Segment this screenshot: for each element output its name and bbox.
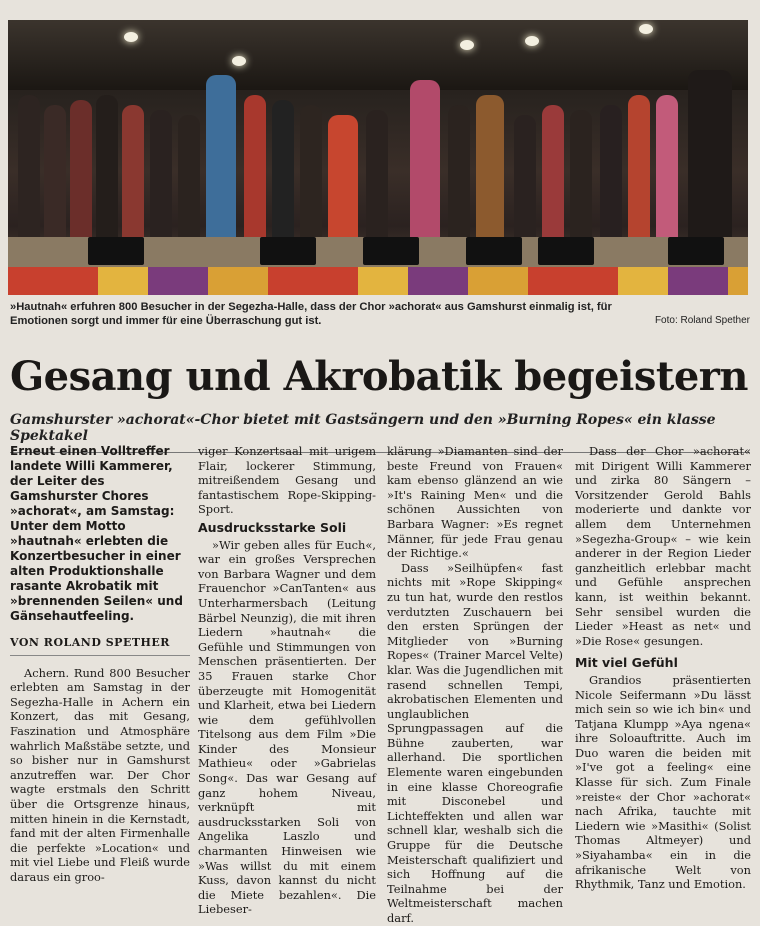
- stage-light: [124, 32, 138, 42]
- photo-credit: Foto: Roland Spether: [654, 315, 750, 326]
- caption-text: »Hautnah« erfuhren 800 Besucher in der Segezha-Halle, dass der Chor »achorat« aus Gamshurst einmalig ist, für Emotionen sorgt und immer für eine Überraschung gut ist.: [10, 301, 612, 327]
- concert-photo: [8, 20, 748, 295]
- choir-singer: [448, 105, 470, 245]
- stage-monitor-speaker: [538, 237, 594, 265]
- soloist-singer: [328, 115, 358, 245]
- choir-singer: [150, 110, 172, 245]
- stage-monitor-speaker: [363, 237, 419, 265]
- headline: Gesang und Akrobatik begeistern: [10, 353, 748, 400]
- choir-singer: [70, 100, 92, 245]
- article-column-2: [198, 444, 376, 917]
- soloist-singer: [206, 75, 236, 245]
- body-paragraph: klärung »Diamanten sind der beste Freund von Frauen« kam ebenso glänzend an wie »It's Raining Men« und die schönen Aussichten von Barbara Wagner: »Es regnet Männer, für jede Frau genau der Richtige.«: [387, 444, 563, 561]
- lead-paragraph: Erneut einen Volltreffer landete Willi Kammerer, der Leiter des Gamshurster Chores »achorat«, am Samstag: Unter dem Motto »hautnah« erlebten die Konzertbesucher in einer alten Produktionshalle rasante Akrobatik mit »brennenden Seilen« und Gänsehautfeeling.: [10, 444, 183, 623]
- choir-singer: [244, 95, 266, 245]
- stage-monitor-speaker: [668, 237, 724, 265]
- stage-light: [639, 24, 653, 34]
- stage-monitor-speaker: [466, 237, 522, 265]
- body-paragraph: Achern. Rund 800 Besucher erlebten am Samstag in der Segezha-Halle in Achern ein Konzert, das mit Gesang, Faszination und Atmosphäre wahrlich Maßstäbe setzte, und so bisher nur in Gamshurst anzutreffen war. Der Chor wagte erstmals den Schritt über die Ortsgrenze hinaus, mitten hinein in die Kernstadt, fand mit der alten Firmenhalle die perfekte »Location« und mit viel Liebe und Fleiß wurde daraus ein groo-: [10, 665, 190, 884]
- soloist-singer: [410, 80, 440, 245]
- choir-singer: [570, 110, 592, 245]
- choir-singer: [628, 95, 650, 245]
- body-paragraph: »Wir geben alles für Euch«, war ein großes Versprechen von Barbara Wagner und dem Frauenchor »CanTanten« aus Unterharmersbach (Leitung Bärbel Neunzig), die mit ihren Liedern »hautnah« die Gefühle und Stimmungen von Menschen präsentierten. Der 35 Frauen starke Chor überzeugte mit Homogenität und Klarheit, etwa bei Liedern wie dem gefühlvollen Titelsong aus dem Film »Die Kinder des Monsieur Mathieu« oder »Gabrielas Song«. Das war Gesang auf ganz hohem Niveau, verknüpft mit ausdrucksstarken Soli von Angelika Laszlo und charmanten Hinweisen wie »Was willst du mit einem Kuss, davon kannst du nicht die Miete bezahlen«. Die Liebeser-: [198, 537, 376, 917]
- section-heading: Mit viel Gefühl: [575, 655, 678, 671]
- article-column-3: [387, 444, 563, 926]
- subheadline: Gamshurster »achorat«-Chor bietet mit Gastsängern und den »Burning Ropes« ein klasse Spektakel: [10, 412, 750, 453]
- article-column-4: [575, 444, 751, 892]
- photo-caption: [10, 300, 750, 328]
- choir-singer: [300, 105, 322, 245]
- choir-singer: [514, 115, 536, 245]
- choir-singer: [178, 115, 200, 245]
- choir-singer: [96, 95, 118, 245]
- choir-singer: [122, 105, 144, 245]
- choir-singer: [366, 110, 388, 245]
- stage-light: [460, 40, 474, 50]
- stage-monitor-speaker: [88, 237, 144, 265]
- body-paragraph: viger Konzertsaal mit urigem Flair, lockerer Stimmung, mitreißendem Gesang und fantastischem Rope-Skipping-Sport.: [198, 444, 376, 517]
- choir-singer: [18, 95, 40, 245]
- byline: VON ROLAND SPETHER: [10, 636, 190, 656]
- choir-singer: [542, 105, 564, 245]
- body-paragraph: Dass der Chor »achorat« mit Dirigent Willi Kammerer und zirka 80 Sängern – Vorsitzender Gerold Bahls moderierte und dankte vor allem dem Unternehmen »Segezha-Group« – wie kein anderer in der Region Lieder ganzheitlich erlebbar macht und Gefühle ansprechen kann, ist weithin bekannt. Sehr sensibel wurden die Lieder »Heast as net« und »Die Rose« gesungen.: [575, 444, 751, 648]
- soloist-singer: [476, 95, 504, 245]
- body-paragraph: Grandios präsentierten Nicole Seifermann »Du lässt mich sein so wie ich bin« und Tatjana Klumpp »Aya ngena« ihre Soloauftritte. Auch im Duo waren die beiden mit »I've got a feeling« eine Klasse für sich. Zum Finale »reiste« der Chor »achorat« nach Afrika, tauchte mit Liedern wie »Masithi« (Solist Thomas Altmeyer) und »Siyahamba« ein in die afrikanische Welt von Rhythmik, Tanz und Emotion.: [575, 672, 751, 892]
- stage-banner: [8, 267, 748, 295]
- stage-light: [232, 56, 246, 66]
- conductor: [688, 70, 732, 245]
- choir-singer: [44, 105, 66, 245]
- article-column-1: [10, 444, 190, 885]
- stage-monitor-speaker: [260, 237, 316, 265]
- body-paragraph: Dass »Seilhüpfen« fast nichts mit »Rope Skipping« zu tun hat, wurde den restlos verdutzten Zuschauern bei den ersten Sprüngen der Mitglieder von »Burning Ropes« (Trainer Marcel Velte) klar. Was die Jugendlichen mit rasend schnellen Tempi, akrobatischen Elementen und unglaublichen Sprungpassagen auf die Bühne zauberten, war allerhand. Die sportlichen Elemente waren eingebunden in eine klasse Choreografie mit Disconebel und Lichteffekten und allen war schnell klar, weshalb sich die Gruppe für die Deutsche Meisterschaft qualifiziert und sich Hoffnung auf die Teilnahme bei der Weltmeisterschaft machen darf.: [387, 560, 563, 925]
- stage-light: [525, 36, 539, 46]
- section-heading: Ausdrucksstarke Soli: [198, 519, 347, 535]
- choir-singer: [656, 95, 678, 245]
- photo-ceiling: [8, 20, 748, 90]
- choir-singer: [600, 105, 622, 245]
- choir-singer: [272, 100, 294, 245]
